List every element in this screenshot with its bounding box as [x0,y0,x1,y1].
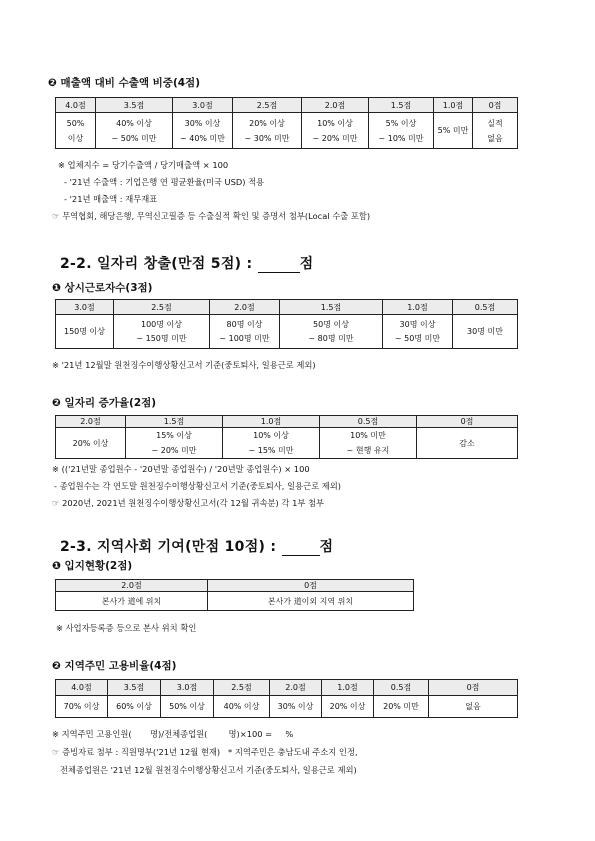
header-cell: 3.0점 [56,300,114,315]
location-heading: ❶ 입지현황(2점) [52,560,133,572]
note-line: - '21년 수출액 : 기업은행 연 평균환율(미국 USD) 적용 [64,177,265,187]
header-cell: 3.5점 [96,98,173,113]
table-cell: 40% 이상 [214,696,270,718]
header-cell: 2.0점 [210,300,280,315]
header-cell: 0점 [473,98,518,113]
local-hire-heading: ❷ 지역주민 고용비율(4점) [52,660,177,672]
table-cell: 20% 이상 [56,428,126,459]
note-line: ☞ 무역협회, 해당은행, 무역신고필증 등 수출실적 확인 및 증명서 첨부(Local 수출 포함) [52,211,371,221]
note-line: ☞ 증빙자료 첨부 : 직원명부('21년 12월 현재) * 지역주민은 충남도내 주소지 인정, [52,747,358,757]
table-cell: 감소 [417,428,518,459]
header-cell: 1.0점 [223,416,320,428]
header-cell: 2.5점 [214,680,270,696]
table-cell: 20% 이상 ~ 30% 미만 [233,113,302,149]
table-cell: 80명 이상 ~ 100명 미만 [210,315,280,349]
table-cell: 20% 이상 [322,696,374,718]
header-cell: 0점 [208,580,414,592]
job-growth-heading: ❷ 일자리 증가율(2점) [52,397,157,409]
employee-count-heading: ❶ 상시근로자수(3점) [52,282,153,294]
table-cell: 20% 미만 [374,696,429,718]
header-cell: 1.5점 [126,416,223,428]
header-cell: 2.0점 [56,416,126,428]
table-row [56,113,518,149]
note-line: 전체종업원은 '21년 12월 원천징수이행상황신고서 기준(중도퇴사, 일용근로 제외) [52,765,357,775]
header-cell: 0점 [429,680,518,696]
table-row [56,696,518,718]
table-cell: 50명 이상 ~ 80명 미만 [280,315,383,349]
table-cell: 30% 이상 ~ 40% 미만 [173,113,233,149]
table-cell: 100명 이상 ~ 150명 미만 [114,315,210,349]
header-cell: 4.0점 [56,98,96,113]
header-cell: 1.0점 [434,98,473,113]
table-cell: 30% 이상 [270,696,322,718]
header-cell: 3.0점 [161,680,214,696]
table-cell: 50% 이상 [56,113,96,149]
table-cell: 150명 이상 [56,315,114,349]
note-line: ☞ 2020년, 2021년 원천징수이행상황신고서(각 12월 귀속분) 각 1부 첨부 [52,498,325,508]
location-table [55,579,414,611]
table-cell: 5% 미만 [434,113,473,149]
job-growth-table [55,415,518,459]
table-cell: 60% 이상 [108,696,161,718]
header-cell: 1.5점 [369,98,434,113]
header-cell: 0.5점 [374,680,429,696]
table-cell: 10% 이상 ~ 20% 미만 [302,113,369,149]
header-cell: 1.0점 [322,680,374,696]
note-line: - '21년 매출액 : 재무재표 [64,194,158,204]
header-cell: 0.5점 [320,416,417,428]
header-cell: 1.5점 [280,300,383,315]
table-cell: 본사가 道에 위치 [56,592,208,611]
header-cell: 0.5점 [453,300,518,315]
header-cell: 1.0점 [383,300,453,315]
table-cell: 5% 이상 ~ 10% 미만 [369,113,434,149]
table-row [56,315,518,349]
table-header-row [56,300,518,315]
header-cell: 2.0점 [56,580,208,592]
note-line: ※ (('21년말 종업원수 - '20년말 종업원수) / '20년말 종업원수) × 100 [52,464,310,474]
table-cell: 10% 미만 ~ 현행 유지 [320,428,417,459]
table-cell: 15% 이상 ~ 20% 미만 [126,428,223,459]
note-line: ※ 지역주민 고용인원( 명)/전체종업원( 명)×100 = % [52,729,294,739]
table-header-row [56,580,414,592]
table-cell: 30명 미만 [453,315,518,349]
header-cell: 2.5점 [233,98,302,113]
table-cell: 10% 이상 ~ 15% 미만 [223,428,320,459]
table-header-row [56,416,518,428]
employee-count-table [55,299,518,349]
table-cell: 본사가 道이외 지역 위치 [208,592,414,611]
table-cell: 40% 이상 ~ 50% 미만 [96,113,173,149]
header-cell: 4.0점 [56,680,108,696]
table-cell: 50% 이상 [161,696,214,718]
header-cell: 3.0점 [173,98,233,113]
header-cell: 3.5점 [108,680,161,696]
table-cell: 실적 없음 [473,113,518,149]
table-cell: 30명 이상 ~ 50명 미만 [383,315,453,349]
table-header-row [56,98,518,113]
header-cell: 2.5점 [114,300,210,315]
section-title-2-2: 2-2. 일자리 창출(만점 5점) : 점 [60,256,314,272]
note-line: ※ 사업자등록증 등으로 본사 위치 확인 [56,623,197,633]
table-header-row [56,680,518,696]
table-cell: 없음 [429,696,518,718]
local-hire-table [55,679,518,718]
note-line: - 종업원수는 각 연도말 원천징수이행상황신고서 기준(중토퇴사, 일용근로 제외) [54,481,342,491]
note-line: ※ 업체지수 = 당기수출액 / 당기매출액 × 100 [58,160,229,170]
table-row [56,592,414,611]
table-cell: 70% 이상 [56,696,108,718]
score-blank [258,257,300,273]
section-title-2-3: 2-3. 지역사회 기여(만점 10점) : 점 [60,539,334,555]
note-line: ※ '21년 12월말 원천징수이행상황신고서 기준(중토퇴사, 일용근로 제외) [52,360,316,370]
table-row [56,428,518,459]
export-ratio-heading: ❷ 매출액 대비 수출액 비중(4점) [48,77,200,89]
header-cell: 2.0점 [302,98,369,113]
header-cell: 0점 [417,416,518,428]
header-cell: 2.0점 [270,680,322,696]
export-ratio-table [55,97,518,149]
score-blank [282,540,320,556]
